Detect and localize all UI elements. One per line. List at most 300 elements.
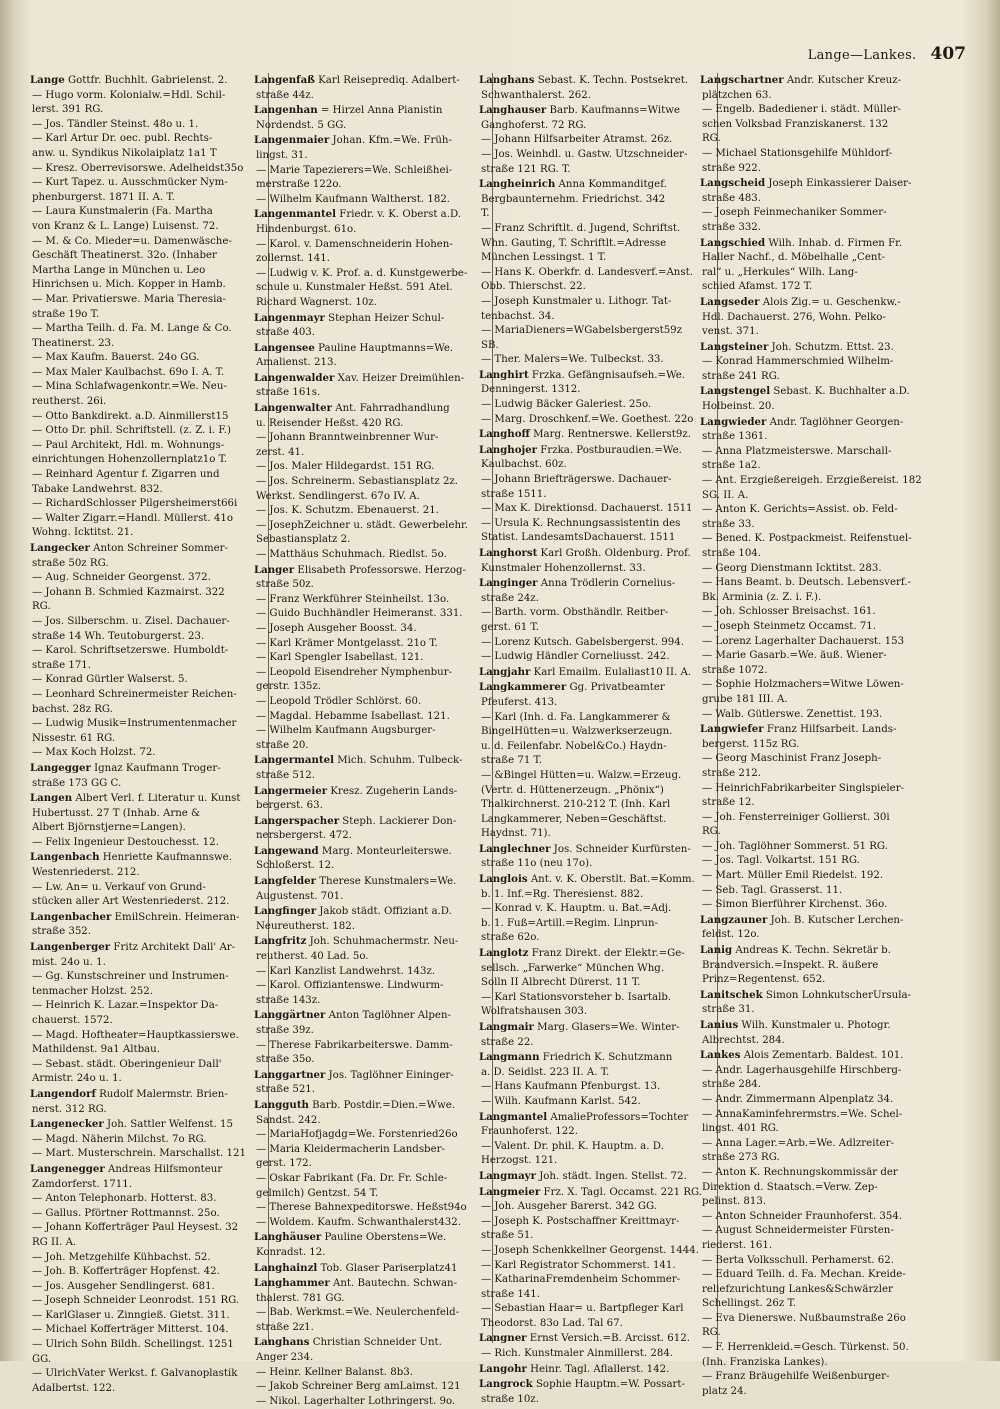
entry-text: — Kurt Tapez. u. Ausschmücker Nym- <box>32 177 228 189</box>
directory-entry <box>479 339 713 354</box>
directory-entry <box>700 693 934 708</box>
directory-entry <box>254 1098 488 1114</box>
entry-text: straße 10z. <box>481 1393 539 1405</box>
directory-entry <box>254 1276 488 1292</box>
directory-entry <box>479 1036 713 1051</box>
entry-text: — Anton Schneider Fraunhoferst. 354. <box>702 1210 903 1222</box>
entry-text: — Bened. K. Postpackmeist. Reifenstuel- <box>702 533 912 545</box>
directory-entry <box>700 1312 934 1327</box>
directory-entry <box>30 1207 264 1222</box>
entry-text: — Guido Buchhändler Heimeranst. 331. <box>256 608 463 620</box>
directory-entry <box>254 695 488 710</box>
entry-text: — M. & Co. Mieder=u. Damenwäsche- <box>32 235 232 247</box>
directory-entry <box>479 1244 713 1259</box>
entry-text: — Max K. Direktionsd. Dachauerst. 1511 <box>481 503 693 515</box>
entry-text: Ernst Versich.=B. Arcisst. 612. <box>526 1333 690 1345</box>
column-3 <box>479 73 718 1405</box>
surname: Langfelder <box>254 875 317 888</box>
entry-text: lingst. 401 RG. <box>702 1123 779 1135</box>
surname: Langenegger <box>30 1162 105 1175</box>
directory-entry <box>700 73 934 89</box>
directory-entry <box>30 600 264 615</box>
directory-entry <box>700 295 934 311</box>
surname: Langegger <box>30 761 91 774</box>
entry-text: nersbergerst. 472. <box>256 830 353 842</box>
surname: Langenwalter <box>254 402 332 415</box>
entry-text: — Joh. Taglöhner Sommerst. 51 RG. <box>702 840 888 852</box>
directory-entry <box>700 988 934 1004</box>
entry-text: — Lw. An= u. Verkauf von Grund- <box>32 881 206 893</box>
entry-text: — Joseph Kunstmaler u. Lithogr. Tat- <box>481 295 672 307</box>
directory-entry <box>30 1192 264 1207</box>
entry-text: Gottfr. Buchhlt. Gabrielenst. 2. <box>64 75 228 86</box>
entry-text: — Mar. Privatierswe. Maria Theresia- <box>32 293 226 305</box>
entry-text: — Joseph Ausgeher Boosst. 34. <box>256 622 417 634</box>
entry-text: — Leonhard Schreinermeister Reichen- <box>32 688 237 700</box>
surname: Langenmantel <box>254 208 337 221</box>
directory-entry <box>30 1133 264 1148</box>
surname: Langlechner <box>479 842 551 855</box>
directory-entry <box>254 341 488 357</box>
entry-text: — Bab. Werkmst.=We. Neulerchenfeld- <box>256 1307 460 1319</box>
entry-text: nerst. 312 RG. <box>32 1103 107 1115</box>
entry-text: RG. <box>702 1327 721 1339</box>
entry-text: — Oskar Fabrikant (Fa. Dr. Fr. Schle- <box>256 1172 448 1184</box>
directory-entry <box>700 89 934 104</box>
entry-text: — Georg Dienstmann Icktitst. 283. <box>702 562 882 574</box>
directory-entry <box>479 251 713 266</box>
directory-entry <box>479 1005 713 1020</box>
entry-text: — Andr. Zimmermann Alpenplatz 34. <box>702 1093 894 1105</box>
directory-entry <box>254 1128 488 1143</box>
directory-entry <box>30 777 264 792</box>
directory-entry <box>30 308 264 323</box>
directory-entry <box>254 417 488 432</box>
entry-text: — KarlGlaser u. Zinngieß. Gietst. 311. <box>32 1309 230 1321</box>
directory-entry <box>254 680 488 695</box>
surname: Langhammer <box>254 1277 330 1290</box>
directory-entry <box>700 1239 934 1254</box>
directory-entry <box>479 1154 713 1169</box>
directory-entry <box>30 1236 264 1251</box>
directory-entry <box>700 370 934 385</box>
surname: Langgärtner <box>254 1009 326 1022</box>
directory-entry <box>479 1200 713 1215</box>
directory-entry <box>700 678 934 693</box>
entry-text: Andr. Kutscher Kreuz- <box>783 75 902 86</box>
directory-entry <box>700 311 934 326</box>
directory-entry <box>479 784 713 799</box>
directory-entry <box>700 474 934 489</box>
entry-text: lingst. 31. <box>256 149 308 161</box>
surname: Langmantel <box>479 1110 548 1123</box>
entry-text: Pauline Oberstens=We. <box>321 1232 447 1244</box>
entry-text: — Nikol. Lagerhalter Lothringerst. 9o. <box>256 1395 456 1407</box>
entry-text: Johan. Kfm.=We. Früh- <box>329 135 452 147</box>
entry-text: — Karol. Offiziantenswe. Lindwurm- <box>256 980 444 992</box>
directory-entry <box>700 1181 934 1196</box>
surname: Langhans <box>479 74 535 86</box>
entry-text: Joh. städt. Ingen. Stellst. 72. <box>535 1170 687 1182</box>
directory-entry <box>254 799 488 814</box>
surname: Langmeier <box>479 1185 541 1198</box>
surname: Langheinrich <box>479 178 556 191</box>
entry-text: — Jos. Weinhdl. u. Gastw. Utzschneider- <box>481 148 688 160</box>
directory-entry <box>30 395 264 410</box>
directory-entry <box>700 1151 934 1166</box>
directory-entry <box>254 904 488 920</box>
directory-entry <box>30 147 264 162</box>
entry-text: straße 403. <box>256 327 316 339</box>
entry-text: Karl Reiseprediq. Adalbert- <box>314 75 460 86</box>
entry-text: — Johann Kofferträger Paul Heysest. 32 <box>32 1222 239 1234</box>
entry-text: — Wilhelm Kaufmann Waltherst. 182. <box>256 193 451 205</box>
entry-text: Obb. Thierschst. 22. <box>481 281 586 293</box>
directory-entry <box>479 324 713 339</box>
entry-text: lerst. 391 RG. <box>32 104 104 116</box>
directory-entry <box>479 562 713 577</box>
entry-text: — Sebastian Haar= u. Bartpfleger Karl <box>481 1303 684 1315</box>
directory-entry <box>479 1377 713 1393</box>
entry-text: Wolfratshausen 303. <box>481 1006 588 1018</box>
directory-entry <box>700 1283 934 1298</box>
entry-text: u. d. Feilenfabr. Nobel&Co.) Haydn- <box>481 740 667 752</box>
surname: Langschartner <box>700 74 784 86</box>
entry-text: — Berta Volksschull. Perhamerst. 62. <box>702 1254 894 1266</box>
entry-text: — Lorenz Kutsch. Gabelsbergerst. 994. <box>481 636 684 648</box>
entry-text: — Mina Schlafwagenkontr.=We. Neu- <box>32 381 227 393</box>
directory-entry <box>700 103 934 118</box>
entry-text: Prinz=Regentenst. 652. <box>702 974 826 986</box>
entry-text: — Joseph Schneider Leonrodst. 151 RG. <box>32 1295 240 1307</box>
entry-text: — KatharinaFremdenheim Schommer- <box>481 1274 681 1286</box>
entry-text: — Karl Krämer Montgelasst. 21o T. <box>256 637 438 649</box>
surname: Langensee <box>254 341 315 354</box>
surname: Langjahr <box>479 665 531 678</box>
entry-text: — Ther. Malers=We. Tulbeckst. 33. <box>481 354 664 366</box>
directory-entry <box>700 1254 934 1269</box>
entry-text: schule u. Kunstmaler Heßst. 591 Atel. <box>256 282 453 294</box>
entry-text: — Rich. Kunstmaler Ainmillerst. 284. <box>481 1348 674 1360</box>
directory-entry <box>254 637 488 652</box>
directory-entry <box>30 380 264 395</box>
entry-text: Wilh. Kunstmaler u. Photogr. <box>738 1020 891 1031</box>
directory-entry <box>700 1034 934 1049</box>
entry-text: Fraunhoferst. 122. <box>481 1126 578 1138</box>
entry-text: Anna Kommanditgef. <box>555 179 667 191</box>
entry-text: Barb. Postdir.=Dien.=Wwe. <box>308 1099 456 1111</box>
directory-entry <box>700 1093 934 1108</box>
entry-text: straße 12. <box>702 797 755 809</box>
directory-entry <box>479 680 713 696</box>
directory-entry <box>479 621 713 636</box>
entry-text: — AnnaKaminfehrermstrs.=We. Schel- <box>702 1108 903 1120</box>
directory-entry <box>254 994 488 1009</box>
directory-entry <box>30 1117 264 1133</box>
surname: Lanig <box>700 944 733 957</box>
directory-entry <box>700 959 934 974</box>
entry-text: Albert Verl. f. Literatur u. Kunst <box>72 793 241 805</box>
entry-text: — Ant. Erzgießereigeh. Erzgießereist. 182 <box>702 475 922 487</box>
entry-text: Amalienst. 213. <box>256 357 337 369</box>
directory-entry <box>30 630 264 645</box>
surname: Langzauner <box>700 913 768 926</box>
entry-text: Christian Schneider Unt. <box>309 1337 442 1349</box>
entry-text: Sebastiansplatz 2. <box>256 534 351 546</box>
directory-entry <box>479 222 713 237</box>
directory-entry <box>254 519 488 534</box>
directory-entry <box>700 825 934 840</box>
entry-text: — Aug. Schneider Georgenst. 372. <box>32 572 211 584</box>
entry-text: Alois Zig.= u. Geschenkw.- <box>759 296 901 308</box>
directory-entry <box>479 310 713 325</box>
directory-entry <box>479 1169 713 1185</box>
directory-entry <box>30 512 264 527</box>
entry-text: straße 521. <box>256 1084 316 1096</box>
surname: Langner <box>479 1332 527 1345</box>
surname: Langenberger <box>30 941 111 954</box>
directory-entry <box>700 1297 934 1312</box>
directory-entry <box>700 221 934 236</box>
entry-text: Xav. Heizer Dreimühlen- <box>334 372 465 384</box>
directory-entry <box>30 439 264 454</box>
entry-text: — Michael Stationsgehilfe Mühldorf- <box>702 147 893 159</box>
directory-entry <box>700 280 934 295</box>
surname: Langhojer <box>479 443 538 456</box>
directory-entry <box>700 591 934 606</box>
directory-entry <box>700 738 934 753</box>
directory-entry <box>479 991 713 1006</box>
directory-entry <box>479 148 713 163</box>
directory-entry <box>30 1221 264 1236</box>
entry-text: Simon LohnkutscherUrsula- <box>762 989 911 1001</box>
entry-text: — Ludwig Bäcker Galeriest. 25o. <box>481 399 652 411</box>
directory-entry <box>30 220 264 235</box>
entry-text: venst. 371. <box>702 326 759 338</box>
entry-text: — Marie Gasarb.=We. äuß. Wiener- <box>702 650 887 662</box>
directory-entry <box>479 665 713 681</box>
entry-text: Neureutherst. 182. <box>256 920 355 932</box>
entry-text: Sophie Hauptm.=W. Possart- <box>532 1379 685 1391</box>
entry-text: — HeinrichFabrikarbeiter Singlspieler- <box>702 782 905 794</box>
entry-text: thalerst. 781 GG. <box>256 1292 345 1304</box>
entry-text: Bergbaunternehm. Friedrichst. 342 <box>481 193 666 205</box>
surname: Langenmaier <box>254 134 330 147</box>
surname: Langen <box>30 792 73 805</box>
entry-text: Franz Direkt. der Elektr.=Ge- <box>528 948 685 960</box>
directory-entry <box>254 1172 488 1187</box>
entry-text: ral“ u. „Herkules“ Wilh. Lang- <box>702 266 858 278</box>
directory-entry <box>30 1058 264 1073</box>
entry-text: — Karl Artur Dr. oec. publ. Rechts- <box>32 133 213 145</box>
entry-text: straße 1072. <box>702 664 768 676</box>
surname: Langwiefer <box>700 723 764 736</box>
entry-text: — Joh. Schlosser Breisachst. 161. <box>702 606 876 618</box>
directory-entry <box>700 767 934 782</box>
directory-entry <box>30 586 264 601</box>
directory-entry <box>254 1261 488 1277</box>
directory-entry <box>700 973 934 988</box>
entry-text: Haller Nachf., d. Möbelhalle „Cent- <box>702 252 885 264</box>
directory-entry <box>30 688 264 703</box>
entry-text: — MariaDieners=WGabelsbergerst59z <box>481 325 683 337</box>
directory-entry <box>30 746 264 761</box>
column-1 <box>30 73 269 1394</box>
directory-entry <box>700 1268 934 1283</box>
entry-text: Karl Emailm. Eulaliast10 II. A. <box>530 666 692 678</box>
directory-entry <box>254 710 488 725</box>
surname: Langendorf <box>30 1087 96 1100</box>
entry-text: gerst. 61 T. <box>481 621 539 633</box>
directory-entry <box>254 504 488 519</box>
entry-text: Bk. Arminia (z. Z. i. F.). <box>702 591 822 603</box>
directory-entry <box>479 368 713 384</box>
entry-text: — Marg. Droschkenf.=We. Goethest. 22o <box>481 413 694 425</box>
entry-text: — Johann B. Schmied Kazmairst. 322 <box>32 586 225 598</box>
directory-entry <box>700 854 934 869</box>
directory-entry <box>700 192 934 207</box>
entry-text: Frzka. Postburaudien.=We. <box>537 444 682 456</box>
directory-entry <box>479 917 713 932</box>
entry-text: chauerst. 1572. <box>32 1015 113 1026</box>
directory-entry <box>479 73 713 89</box>
entry-text: — Magdal. Hebamme Isabellast. 121. <box>256 710 450 722</box>
entry-text: reutherst. 40 Lad. 5o. <box>256 951 369 963</box>
directory-entry <box>254 164 488 179</box>
surname: Langhorst <box>479 547 538 559</box>
directory-entry <box>700 1078 934 1093</box>
directory-entry <box>700 325 934 340</box>
directory-entry <box>479 1215 713 1230</box>
directory-entry <box>700 1356 934 1371</box>
entry-text: Joh. B. Kutscher Lerchen- <box>767 914 904 926</box>
entry-text: — UlrichVater Werkst. f. Galvanoplastik <box>32 1368 238 1380</box>
entry-text: — Seb. Tagl. Grasserst. 11. <box>702 884 843 896</box>
directory-entry <box>700 118 934 133</box>
entry-text: — Joh. Ausgeher Barerst. 342 GG. <box>481 1201 658 1213</box>
entry-text: straße 161s. <box>256 387 321 399</box>
surname: Langlois <box>479 873 528 886</box>
directory-entry <box>700 605 934 620</box>
entry-text: — JosephZeichner u. städt. Gewerbelehr. <box>256 519 469 531</box>
directory-entry <box>700 708 934 723</box>
directory-entry <box>254 1024 488 1039</box>
directory-entry <box>30 761 264 777</box>
directory-entry <box>700 176 934 192</box>
entry-text: straße 121 RG. T. <box>481 163 571 175</box>
entry-text: — Otto Bankdirekt. a.D. Ainmillerst15 <box>32 410 229 422</box>
entry-text: — Eva Dienerswe. Nußbaumstraße 26o <box>702 1312 906 1324</box>
entry-text: — F. Herrenkleid.=Gesch. Türkenst. 50. <box>702 1342 909 1354</box>
directory-entry <box>30 1072 264 1087</box>
directory-entry <box>254 73 488 89</box>
entry-text: straße 71 T. <box>481 755 543 767</box>
entry-text: Kaulbachst. 60z. <box>481 459 567 471</box>
entry-text: Whn. Gauting, T. Schriftlt.=Adresse <box>481 237 667 249</box>
entry-text: straße 39z. <box>256 1025 314 1036</box>
entry-text: Anna Trödlerin Cornelius- <box>537 578 676 590</box>
entry-text: — Gg. Kunstschreiner und Instrumen- <box>32 971 229 983</box>
directory-entry <box>479 650 713 665</box>
entry-text: Jos. Taglöhner Eininger- <box>325 1069 454 1081</box>
directory-entry <box>30 999 264 1014</box>
directory-entry <box>479 636 713 651</box>
entry-text: tenbachst. 34. <box>481 310 555 322</box>
directory-entry <box>254 446 488 461</box>
directory-entry <box>479 1393 713 1408</box>
directory-entry <box>479 502 713 517</box>
entry-text: tenmacher Holzst. 252. <box>32 985 153 997</box>
entry-text: Hindenburgst. 61o. <box>256 223 357 235</box>
directory-entry <box>700 400 934 415</box>
directory-entry <box>30 970 264 985</box>
entry-text: — Magd. Näherin Milchst. 7o RG. <box>32 1133 207 1145</box>
entry-text: reutherst. 26i. <box>32 396 107 408</box>
entry-text: — Gallus. Pförtner Rottmannst. 25o. <box>32 1207 220 1219</box>
entry-text: Fritz Architekt Dall' Ar- <box>110 942 236 954</box>
directory-entry <box>479 696 713 711</box>
entry-text: — Franz Bräugehilfe Weißenburger- <box>702 1371 890 1383</box>
directory-entry <box>30 1367 264 1382</box>
directory-entry <box>479 740 713 755</box>
surname: Langecker <box>30 542 90 554</box>
surname: Langmann <box>479 1051 540 1064</box>
entry-text: Schellingst. 26z T. <box>702 1298 797 1310</box>
entry-text: Karl Großh. Oldenburg. Prof. <box>537 548 691 559</box>
directory-entry <box>700 576 934 591</box>
surname: Langermantel <box>254 754 334 767</box>
directory-entry <box>254 1201 488 1216</box>
directory-entry <box>254 1068 488 1084</box>
directory-entry <box>254 753 488 769</box>
entry-text: Rudolf Malermstr. Brien- <box>95 1088 228 1100</box>
directory-entry <box>254 920 488 935</box>
entry-text: — Karl (Inh. d. Fa. Langkammerer & <box>481 711 671 723</box>
entry-text: straße 922. <box>702 162 762 174</box>
entry-text: straße 35o. <box>256 1054 315 1066</box>
entry-text: Frz. X. Tagl. Occamst. 221 RG. <box>540 1186 703 1198</box>
directory-entry <box>479 295 713 310</box>
entry-text: — Marie Tapezierers=We. Schleißhei- <box>256 164 453 176</box>
directory-entry <box>479 1140 713 1155</box>
column-2 <box>254 73 493 1407</box>
entry-text: riederst. 161. <box>702 1239 773 1251</box>
directory-entry <box>479 163 713 178</box>
entry-text: grube 181 III. A. <box>702 693 788 705</box>
entry-text: straße 273 RG. <box>702 1152 780 1164</box>
surname: Langhauser <box>479 104 547 117</box>
directory-entry <box>30 1029 264 1044</box>
directory-entry <box>479 266 713 281</box>
directory-entry <box>700 266 934 281</box>
entry-text: — &Bingel Hütten=u. Walzw.=Erzeug. <box>481 769 682 781</box>
directory-entry <box>479 725 713 740</box>
surname: Langenhan <box>254 104 318 117</box>
directory-entry <box>30 468 264 483</box>
entry-text: Wilh. Inhab. d. Firmen Fr. <box>765 237 903 249</box>
entry-text: Steph. Lackierer Don- <box>339 815 457 827</box>
entry-text: straße 332. <box>702 221 762 233</box>
entry-text: — Heinr. Kellner Balanst. 8b3. <box>256 1366 413 1378</box>
directory-entry <box>30 881 264 896</box>
directory-entry <box>479 842 713 858</box>
directory-entry <box>254 548 488 563</box>
directory-entry <box>30 925 264 940</box>
surname: Langgartner <box>254 1068 326 1081</box>
directory-entry <box>479 458 713 473</box>
directory-entry <box>479 1229 713 1244</box>
entry-text: — Karl Kanzlist Landwehrst. 143z. <box>256 965 436 977</box>
